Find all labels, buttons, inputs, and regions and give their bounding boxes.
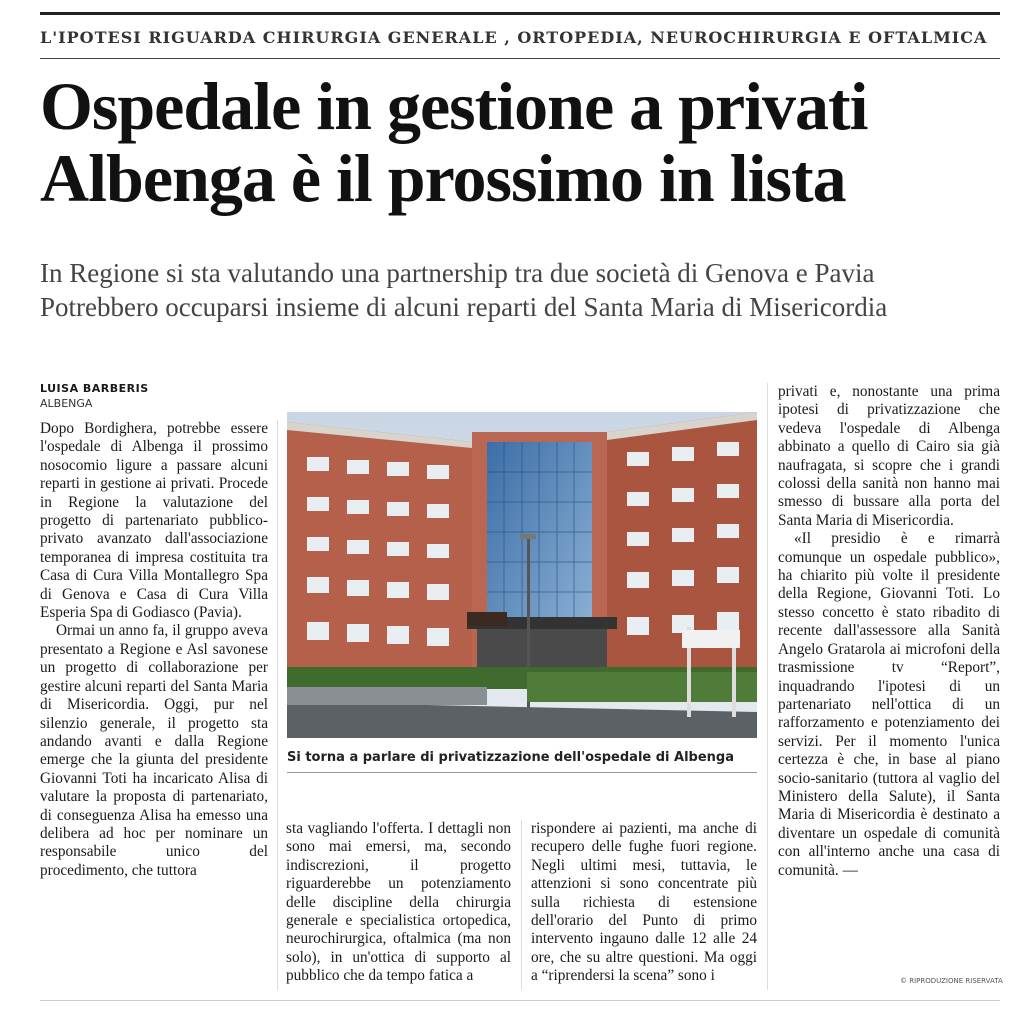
body-paragraph: Ormai un anno fa, il gruppo aveva presentato a Regione e Asl savonese un progetto di collaborazione per gestire alcuni reparti del Santa Maria di Misericordia. Oggi, pur nel silenzio generale, il progetto sta andando avanti e dalla Regione emerge che la giunta del presidente Giovanni Toti ha incaricato Alisa di valutare la proposta di partenariato, di conseguenza Alisa ha emesso una delibera ad hoc per nominare un responsabile unico del procedimento, che tuttora — [40, 622, 268, 879]
subheadline-line-1: In Regione si sta valutando una partnership tra due società di Genova e Pavia — [40, 258, 875, 288]
body-column-1 — [40, 420, 268, 880]
hospital-photo — [287, 412, 757, 738]
body-paragraph: privati e, nonostante una prima ipotesi di privatizzazione che vedeva l'ospedale di Albenga abbinato a quello di Cairo sia già naufragata, si scopre che i grandi colossi della sanità non hanno mai smesso di bussare alla porta del Santa Maria di Misericordia. — [778, 383, 1000, 529]
headline-line-1: Ospedale in gestione a privati — [40, 68, 868, 144]
copyright-notice: © RIPRODUZIONE RISERVATA — [900, 977, 1003, 985]
hospital-building-illustration — [287, 412, 757, 738]
photo-caption: Si torna a parlare di privatizzazione dell'ospedale di Albenga — [287, 750, 735, 765]
body-column-2 — [286, 820, 511, 986]
body-column-3 — [531, 820, 757, 986]
byline — [40, 382, 260, 410]
headline — [40, 70, 1005, 214]
body-column-4 — [778, 383, 1000, 880]
column-divider — [521, 820, 522, 990]
subheadline-line-2: Potrebbero occuparsi insieme di alcuni reparti del Santa Maria di Misericordia — [40, 292, 888, 322]
column-divider — [277, 420, 278, 990]
body-paragraph: sta vagliando l'offerta. I dettagli non sono mai emersi, ma, secondo indiscrezioni, il progetto riguarderebbe un potenziamento delle discipline della chirurgia generale e specialistica ortopedica, neurochirurgica, oftalmica (ma non solo), in un'ottica di supporto al pubblico che da tempo fatica a — [286, 820, 511, 985]
subheadline — [40, 256, 1010, 324]
dateline-location: ALBENGA — [40, 397, 93, 410]
top-rule — [40, 12, 1000, 15]
body-paragraph: Dopo Bordighera, potrebbe essere l'ospedale di Albenga il prossimo nosocomio ligure a passare alcuni reparti in gestione ai privati. Procede in Regione la valutazione del progetto di partenariato pubblico-privato avanzato dall'associazione temporanea di impresa costituita tra Casa di Cura Villa Montallegro Spa di Genova e Casa di Cura Villa Esperia Spa di Godiasco (Pavia). — [40, 420, 268, 622]
author-name: LUISA BARBERIS — [40, 382, 149, 395]
column-divider — [767, 383, 768, 990]
bottom-rule — [40, 1000, 1000, 1001]
body-paragraph: rispondere ai pazienti, ma anche di recupero delle fughe fuori regione. Negli ultimi mesi, tuttavia, le attenzioni si sono concentrate più sulla richiesta di estensione dell'orario del Punto di primo intervento ingauno dalle 12 alle 24 ore, che su altre questioni. Ma oggi a “riprendersi la scena” sono i — [531, 820, 757, 985]
body-paragraph: «Il presidio è e rimarrà comunque un ospedale pubblico», ha chiarito più volte il presidente della Regione, Giovanni Toti. Lo stesso concetto è stato ribadito di recente dall'assessore alla Sanità Angelo Gratarola ai microfoni della trasmissione tv “Report”, inquadrando l'ipotesi di un partenariato nell'ottica di un rafforzamento e potenziamento dei servizi. Per il momento l'unica certezza è che, in base al piano socio-sanitario (tuttora al vaglio del Ministero della Salute), il Santa Maria di Misericordia è destinato a diventare un ospedale di comunità con all'interno anche una casa di comunità. — — [778, 530, 1000, 879]
caption-rule — [287, 772, 757, 773]
kicker: L'IPOTESI RIGUARDA CHIRURGIA GENERALE , ORTOPEDIA, NEUROCHIRURGIA E OFTALMICA — [40, 28, 988, 47]
kicker-rule — [40, 58, 1000, 59]
headline-line-2: Albenga è il prossimo in lista — [40, 140, 846, 216]
